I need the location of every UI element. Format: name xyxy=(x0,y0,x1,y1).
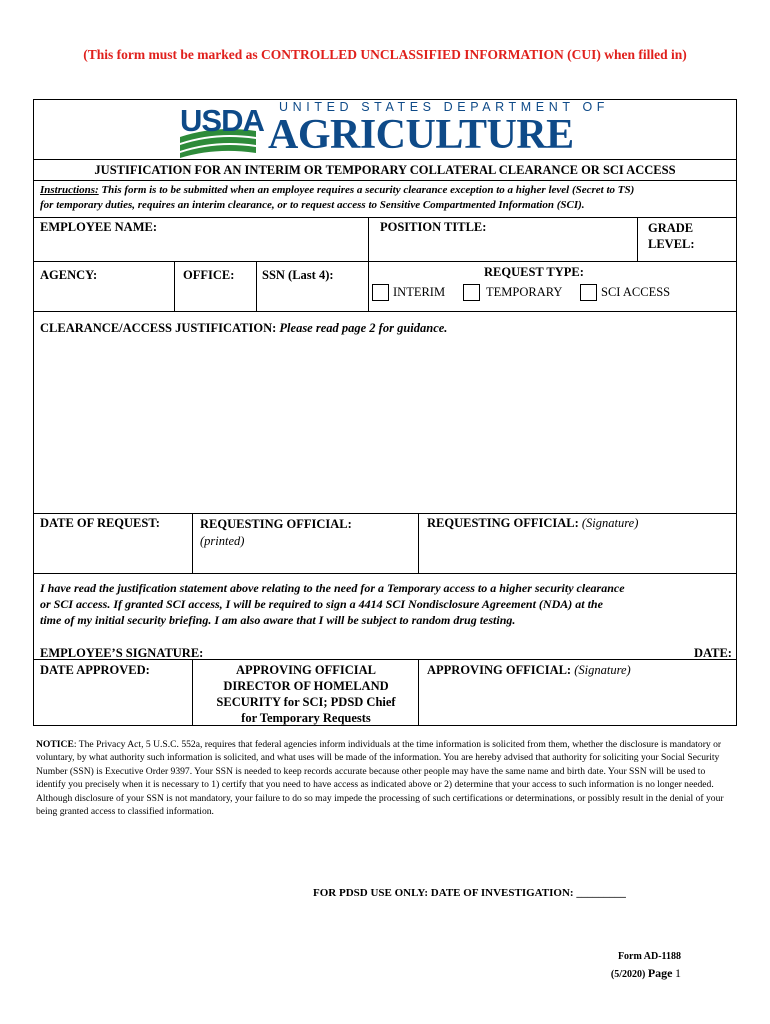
divider xyxy=(33,513,737,514)
office-field[interactable] xyxy=(178,286,253,308)
agency-field[interactable] xyxy=(40,286,170,308)
approving-official-sig-label: APPROVING OFFICIAL: xyxy=(427,663,572,677)
requesting-official-sig-label: REQUESTING OFFICIAL: xyxy=(427,516,579,530)
approving-official-line-4: for Temporary Requests xyxy=(241,711,371,725)
grade-label: GRADE xyxy=(648,221,694,235)
sci-access-option-label: SCI ACCESS xyxy=(601,285,671,299)
divider xyxy=(368,217,369,261)
divider xyxy=(418,659,419,726)
divider xyxy=(368,261,369,311)
revision-date: (5/2020) xyxy=(610,969,646,980)
divider xyxy=(192,513,193,573)
department-name: UNITED STATES DEPARTMENT OF xyxy=(279,100,610,114)
notice-text: : The Privacy Act, 5 U.S.C. 552a, requires that federal agencies inform individuals at the time information is solicited from them, whether the disclosure is mandatory or voluntary, by what authority such information is solicited, and what uses will be made of the information. You are hereby advised that authority for soliciting your Social Security Number (SSN) is Executive Order 9397. Your SSN is needed to keep records accurate because other people may have the same name and birth date. Your SSN will be used to identify you precisely when it is necessary to 1) certify that you need to have access as indicated above or 2) determine that your access to such information is no longer needed. Although disclosure of your SSN is not mandatory, your failure to do so may impede the processing of such certifications or determinations, or possibly result in the denial of your being granted access to classified information. xyxy=(36,739,724,818)
usda-wordmark: USDA xyxy=(180,103,264,138)
approving-official-title xyxy=(193,662,419,726)
acknowledgement xyxy=(40,580,730,628)
date-approved-label: DATE APPROVED: xyxy=(40,663,150,677)
approving-official-signature xyxy=(427,663,631,678)
agency-label: AGENCY: xyxy=(40,268,98,282)
interim-option-label: INTERIM xyxy=(393,285,446,299)
employee-name-label: EMPLOYEE NAME: xyxy=(40,220,158,234)
request-type-label: REQUEST TYPE: xyxy=(484,265,584,279)
instructions-text-2: for temporary duties, requires an interim clearance, or to request access to Sensitive Compartmented Information (SCI). xyxy=(40,199,585,211)
employee-signature-label: EMPLOYEE’S SIGNATURE: xyxy=(40,646,204,660)
printed-label: (printed) xyxy=(200,534,245,548)
divider xyxy=(33,261,737,262)
date-of-request-label: DATE OF REQUEST: xyxy=(40,516,160,530)
divider xyxy=(33,573,737,574)
form-title: JUSTIFICATION FOR AN INTERIM OR TEMPORARY COLLATERAL CLEARANCE OR SCI ACCESS xyxy=(94,163,676,177)
divider xyxy=(174,261,175,311)
agriculture-wordmark: AGRICULTURE xyxy=(268,112,574,158)
justification-textarea[interactable] xyxy=(38,340,732,510)
requesting-official-signature-field[interactable] xyxy=(422,534,732,570)
form-number: Form AD-1188 xyxy=(617,951,681,962)
instructions-label: Instructions: xyxy=(40,184,99,196)
date-of-request-field[interactable] xyxy=(40,534,188,570)
justification-label: CLEARANCE/ACCESS JUSTIFICATION: xyxy=(40,321,277,335)
justification-hint: Please read page 2 for guidance. xyxy=(276,321,448,335)
interim-checkbox[interactable] xyxy=(372,284,389,301)
temporary-checkbox[interactable] xyxy=(463,284,480,301)
requesting-official-label: REQUESTING OFFICIAL: xyxy=(200,517,352,531)
temporary-option-label: TEMPORARY xyxy=(486,285,563,299)
ssn-label: SSN (Last 4): xyxy=(262,268,334,282)
cui-banner: (This form must be marked as CONTROLLED UNCLASSIFIED INFORMATION (CUI) when filled in) xyxy=(83,47,687,62)
level-label: LEVEL: xyxy=(648,237,695,251)
privacy-notice xyxy=(36,738,736,818)
date-label: DATE: xyxy=(694,646,732,660)
divider xyxy=(418,513,419,573)
grade-level-label xyxy=(648,220,695,252)
instructions-text-1: This form is to be submitted when an employee requires a security clearance exception to a higher level (Secret to TS) xyxy=(98,184,635,196)
divider xyxy=(33,159,737,160)
divider xyxy=(33,217,737,218)
position-title-label: POSITION TITLE: xyxy=(380,220,487,234)
signature-label: (Signature) xyxy=(581,516,639,530)
divider xyxy=(637,217,638,261)
divider xyxy=(33,659,737,660)
date-approved-field[interactable] xyxy=(40,682,188,722)
divider xyxy=(256,261,257,311)
approving-official-line-2: DIRECTOR OF HOMELAND xyxy=(223,679,389,693)
acknowledgement-line-1: I have read the justification statement above relating to the need for a Temporary access to a higher security clearance xyxy=(40,581,625,595)
divider xyxy=(33,180,737,181)
office-label: OFFICE: xyxy=(183,268,235,282)
page-number: 1 xyxy=(675,966,681,980)
approving-signature-label: (Signature) xyxy=(574,663,631,677)
page-label: Page xyxy=(647,966,673,980)
justification-header xyxy=(40,321,447,336)
sci-access-checkbox[interactable] xyxy=(580,284,597,301)
ssn-field[interactable] xyxy=(260,286,364,308)
requesting-official-printed xyxy=(200,516,352,550)
approving-official-signature-field[interactable] xyxy=(422,682,732,722)
pdsd-use-only: FOR PDSD USE ONLY: DATE OF INVESTIGATION: _________ xyxy=(313,887,626,899)
position-title-field[interactable] xyxy=(372,238,632,262)
approving-official-line-3: SECURITY for SCI; PDSD Chief xyxy=(216,695,396,709)
acknowledgement-line-3: time of my initial security briefing. I am also aware that I will be subject to random drug testing. xyxy=(40,613,516,627)
form-number-block xyxy=(560,949,681,983)
employee-name-field[interactable] xyxy=(40,238,365,262)
notice-label: NOTICE xyxy=(36,739,74,750)
divider xyxy=(33,311,737,312)
approving-official-line-1: APPROVING OFFICIAL xyxy=(236,663,376,677)
requesting-official-signature xyxy=(427,516,638,531)
instructions xyxy=(40,183,730,213)
acknowledgement-line-2: or SCI access. If granted SCI access, I will be required to sign a 4414 SCI Nondisclosure Agreement (NDA) at the xyxy=(40,597,603,611)
